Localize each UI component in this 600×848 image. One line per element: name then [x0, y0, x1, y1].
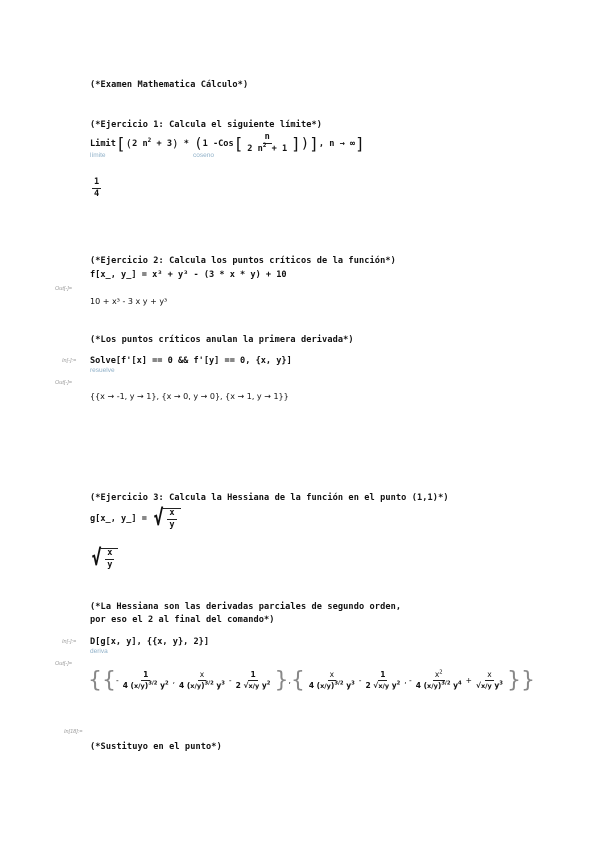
ex3-comment-2b: por eso el 2 al final del comando*) [90, 615, 275, 625]
result-numerator: 1 [92, 178, 101, 189]
last-comment[interactable]: (*Sustituyo en el punto*) [90, 742, 222, 752]
hint-limit[interactable]: límite [90, 152, 106, 159]
ex1-fraction: $\frac{n}{2 n^2 + 1}$ [247, 132, 288, 155]
result-denominator: 4 [94, 189, 100, 200]
hessian-output: {{ - $\frac{1}{4 (x/y)^{3/2} y^2}$ , $\frac{x}{4 (x/y)^{3/2} y^3}$ - $\frac{1}{2 √x/y y^2}$ } , { $\frac{x}{4 (x/y)^{3/2} y^3}$ - $\frac{1}{2 √x/y y^2}$ , - $\frac{x^2}{4 (x/y)^{3/2} y^4}$ + $\frac{x}{√x/y y^3}$ }} [88, 668, 535, 693]
ex3-comment: (*Ejercicio 3: Calcula la Hessiana de la función en el punto (1,1)*) [90, 493, 449, 503]
hint-solve[interactable]: resuelve [90, 367, 115, 374]
ex2-comment: (*Ejercicio 2: Calcula los puntos críticos de la función*) [90, 256, 396, 266]
ex3-comment-2a: (*La Hessiana son las derivadas parciales de segundo orden, [90, 602, 402, 612]
title-comment: (*Examen Mathematica Cálculo*) [90, 80, 249, 90]
ex2-output-2: {{x → -1, y → 1}, {x → 0, y → 0}, {x → 1, y → 1}} [90, 392, 289, 401]
ex1-result [90, 178, 103, 199]
ex2-comment-2: (*Los puntos críticos anulan la primera derivada*) [90, 335, 354, 345]
ex2-definition[interactable]: f[x_, y_] = x³ + y³ - (3 * x * y) + 10 [90, 270, 287, 280]
out-label-2: Out[-]= [55, 380, 72, 386]
in-label-last: In[18]:= [64, 729, 83, 735]
ex2-output-1: 10 + x³ - 3 x y + y³ [90, 297, 168, 306]
ex1-input-cell[interactable]: Limit [ ( 2 $n^2 + 3$ ) * ( 1 - Cos [ $\frac{n}{2 n^2 + 1}$ ] ) ] , n → ∞ ] [90, 132, 365, 155]
hint-cos[interactable]: coseno [193, 152, 214, 159]
limit-function: Limit [90, 138, 116, 149]
out-label-1: Out[-]= [55, 286, 72, 292]
ex3-output-sqrt: √ $\frac{x}{y}$ [90, 548, 118, 570]
ex1-comment: (*Ejercicio 1: Calcula el siguiente límite*) [90, 120, 323, 130]
ex3-definition[interactable]: g[x_, y_] = √ $\frac{x}{y}$ [90, 508, 181, 530]
in-label-solve: In[-]:= [62, 358, 77, 364]
in-label-d: In[-]:= [62, 639, 77, 645]
sqrt-expression: √ $\frac{x}{y}$ [152, 508, 180, 530]
solve-input[interactable]: Solve[f'[x] == 0 && f'[y] == 0, {x, y}] [90, 356, 292, 366]
out-label-3: Out[-]= [55, 661, 72, 667]
hint-deriva[interactable]: deriva [90, 648, 108, 655]
d-input[interactable]: D[g[x, y], {{x, y}, 2}] [90, 637, 209, 647]
limit-direction: , n → ∞ [318, 138, 356, 149]
cos-function: Cos [218, 138, 234, 149]
